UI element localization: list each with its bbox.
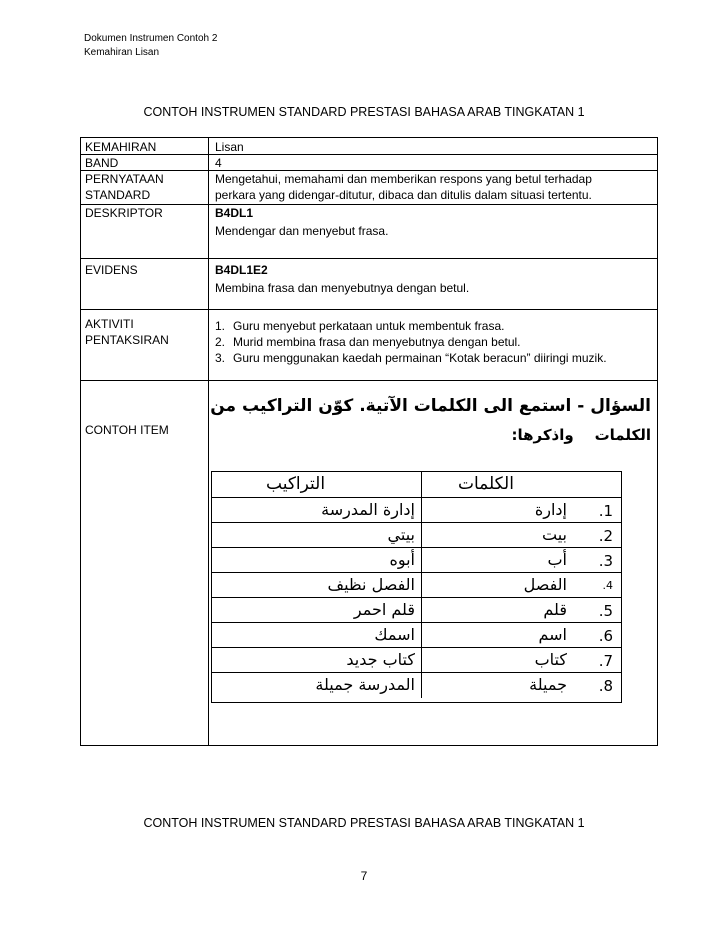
column-divider	[421, 472, 422, 497]
word-phrase-table	[211, 471, 622, 703]
column-divider	[421, 573, 422, 598]
row-divider	[81, 309, 657, 310]
column-divider	[421, 523, 422, 548]
doc-header-line2: Kemahiran Lisan	[84, 47, 160, 58]
row-divider	[81, 258, 657, 259]
header-phrases: التراكيب	[266, 474, 326, 494]
word-cell: كتاب	[534, 650, 567, 669]
phrase-cell: المدرسة جميلة	[315, 675, 415, 694]
header-words: الكلمات	[458, 474, 514, 494]
row-divider	[81, 380, 657, 381]
column-divider	[421, 598, 422, 623]
page-number: 7	[360, 869, 368, 883]
table-row	[212, 647, 621, 673]
kemahiran-value: Lisan	[215, 140, 244, 154]
column-divider	[421, 548, 422, 573]
aktiviti-label: AKTIVITI	[85, 317, 134, 331]
question-line2: الكلمات واذكرها:	[511, 426, 651, 444]
activity-list	[215, 318, 607, 366]
phrase-cell: اسمك	[374, 625, 415, 644]
row-number: .2	[598, 527, 613, 545]
table-row	[212, 622, 621, 648]
phrase-cell: بيتي	[387, 525, 415, 544]
phrase-cell: كتاب جديد	[346, 650, 415, 669]
question-line1: السؤال - استمع الى الكلمات الآتية. كوّن التراكيب من	[210, 396, 651, 416]
row-divider	[81, 154, 657, 155]
phrase-cell: أبوه	[389, 550, 415, 569]
word-cell: جميلة	[529, 675, 567, 694]
evidens-label: EVIDENS	[85, 263, 138, 277]
column-divider	[421, 648, 422, 673]
evidens-code: B4DL1E2	[215, 263, 268, 277]
standard-label: STANDARD	[85, 188, 151, 202]
kemahiran-label: KEMAHIRAN	[85, 140, 157, 154]
list-item: 2. Murid membina frasa dan menyebutnya dengan betul.	[215, 335, 521, 349]
table-row	[212, 497, 621, 523]
contoh-item-label: CONTOH ITEM	[85, 423, 169, 437]
table-row	[212, 572, 621, 598]
evidens-text: Membina frasa dan menyebutnya dengan betul.	[215, 281, 470, 295]
list-item: 1. Guru menyebut perkataan untuk membentuk frasa.	[215, 319, 505, 333]
deskriptor-label: DESKRIPTOR	[85, 206, 163, 220]
row-number: .4	[602, 579, 613, 592]
row-number: .6	[598, 627, 613, 645]
pernyataan-line2: perkara yang didengar-ditutur, dibaca dan ditulis dalam situasi tertentu.	[215, 188, 592, 202]
pentaksiran-label: PENTAKSIRAN	[85, 333, 169, 347]
table-row	[212, 547, 621, 573]
word-cell: الفصل	[523, 575, 567, 594]
band-value: 4	[215, 156, 222, 170]
table-row	[212, 672, 621, 698]
deskriptor-code: B4DL1	[215, 206, 254, 220]
column-divider	[421, 498, 422, 523]
band-label: BAND	[85, 156, 119, 170]
deskriptor-text: Mendengar dan menyebut frasa.	[215, 224, 389, 238]
phrase-cell: إدارة المدرسة	[321, 500, 415, 519]
footer-title: CONTOH INSTRUMEN STANDARD PRESTASI BAHASA ARAB TINGKATAN 1	[143, 816, 585, 830]
column-divider	[421, 623, 422, 648]
list-item: 3. Guru menggunakan kaedah permainan “Kotak beracun” diiringi muzik.	[215, 351, 607, 365]
word-cell: اسم	[538, 625, 567, 644]
phrase-cell: الفصل نظيف	[327, 575, 415, 594]
word-cell: بيت	[542, 525, 567, 544]
doc-header-line1: Dokumen Instrumen Contoh 2	[84, 33, 218, 44]
word-cell: أب	[547, 550, 567, 569]
row-number: .3	[598, 552, 613, 570]
table-header-row	[212, 472, 621, 497]
row-number: .5	[598, 602, 613, 620]
word-cell: قلم	[543, 600, 567, 619]
column-divider	[421, 673, 422, 698]
pernyataan-label: PERNYATAAN	[85, 172, 164, 186]
table-row	[212, 597, 621, 623]
pernyataan-line1: Mengetahui, memahami dan memberikan respons yang betul terhadap	[215, 172, 592, 186]
row-divider	[81, 204, 657, 205]
word-cell: إدارة	[534, 500, 567, 519]
page-title: CONTOH INSTRUMEN STANDARD PRESTASI BAHASA ARAB TINGKATAN 1	[143, 105, 585, 119]
row-number: .1	[598, 502, 613, 520]
column-divider	[208, 138, 209, 745]
row-number: .7	[598, 652, 613, 670]
phrase-cell: قلم احمر	[353, 600, 415, 619]
table-row	[212, 522, 621, 548]
row-number: .8	[598, 677, 613, 695]
